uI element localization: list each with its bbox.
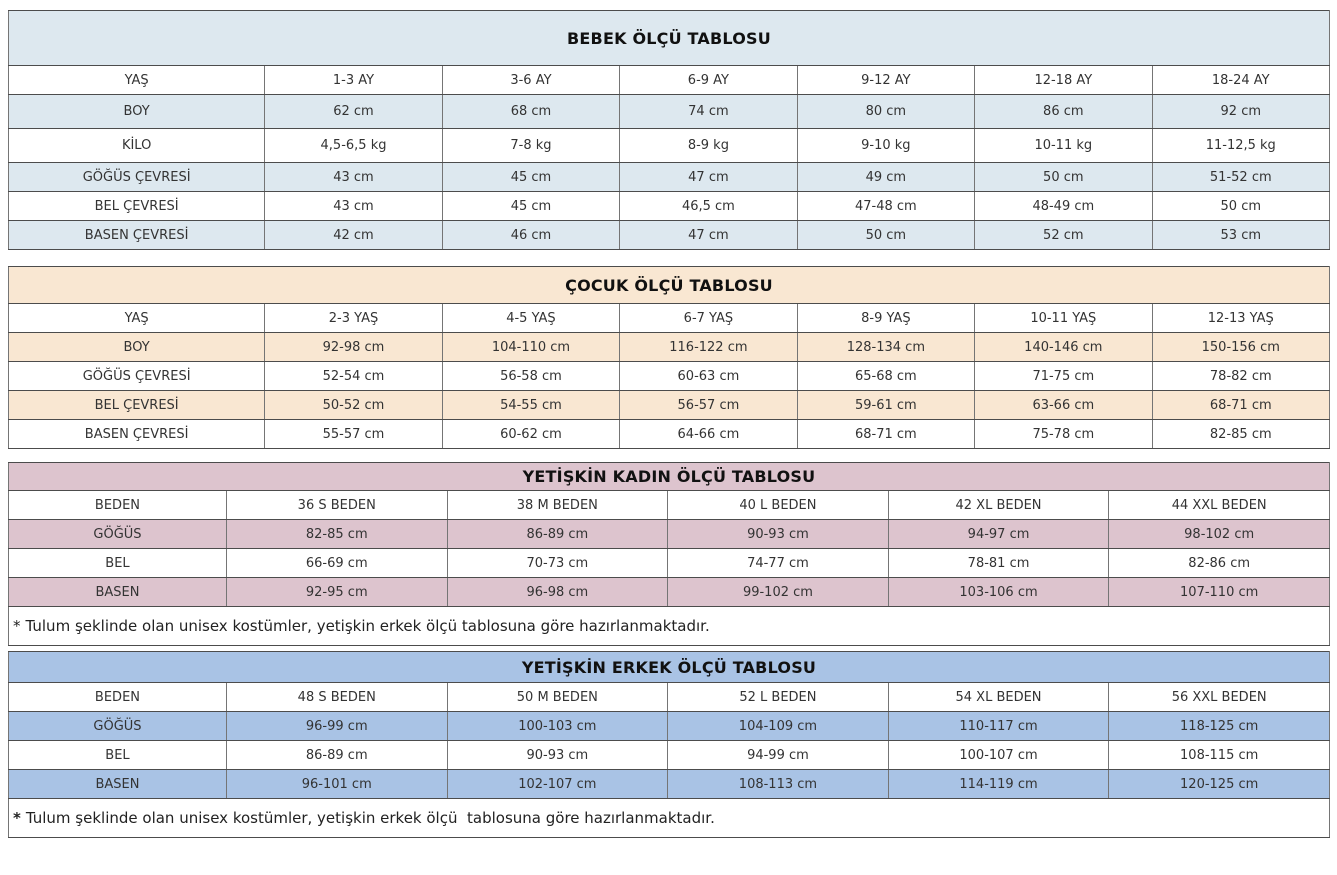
table-title: ÇOCUK ÖLÇÜ TABLOSU (9, 267, 1330, 304)
measure-label-cell: BEL ÇEVRESİ (9, 192, 265, 221)
value-cell: 12-13 YAŞ (1152, 304, 1329, 333)
value-cell: 44 XXL BEDEN (1109, 491, 1330, 520)
value-cell: 40 L BEDEN (668, 491, 889, 520)
value-cell: 108-115 cm (1109, 741, 1330, 770)
value-cell: 118-125 cm (1109, 712, 1330, 741)
value-cell: 59-61 cm (797, 391, 974, 420)
footnote-marker: * (13, 809, 21, 827)
table-row (9, 578, 1330, 607)
value-cell: 10-11 YAŞ (975, 304, 1152, 333)
value-cell: 52 L BEDEN (668, 683, 889, 712)
value-cell: 120-125 cm (1109, 770, 1330, 799)
value-cell: 50 cm (1152, 192, 1329, 221)
value-cell: 74 cm (620, 95, 797, 129)
value-cell: 140-146 cm (975, 333, 1152, 362)
value-cell: 18-24 AY (1152, 66, 1329, 95)
table-footnote (9, 799, 1330, 838)
value-cell: 86 cm (975, 95, 1152, 129)
size-tables-page (8, 10, 1330, 838)
value-cell: 47-48 cm (797, 192, 974, 221)
value-cell: 68-71 cm (797, 420, 974, 449)
measure-label-cell: BEL (9, 741, 227, 770)
value-cell: 78-81 cm (888, 549, 1109, 578)
value-cell: 48 S BEDEN (226, 683, 447, 712)
value-cell: 64-66 cm (620, 420, 797, 449)
value-cell: 68-71 cm (1152, 391, 1329, 420)
measure-label-cell: YAŞ (9, 66, 265, 95)
table-title: YETİŞKİN KADIN ÖLÇÜ TABLOSU (9, 463, 1330, 491)
value-cell: 99-102 cm (668, 578, 889, 607)
value-cell: 47 cm (620, 163, 797, 192)
value-cell: 3-6 AY (442, 66, 619, 95)
measure-label-cell: BEDEN (9, 491, 227, 520)
table-row (9, 712, 1330, 741)
value-cell: 45 cm (442, 163, 619, 192)
measure-label-cell: BASEN (9, 578, 227, 607)
value-cell: 56-58 cm (442, 362, 619, 391)
value-cell: 55-57 cm (265, 420, 442, 449)
table-row (9, 491, 1330, 520)
value-cell: 104-109 cm (668, 712, 889, 741)
table-row (9, 221, 1330, 250)
table-row (9, 95, 1330, 129)
value-cell: 75-78 cm (975, 420, 1152, 449)
value-cell: 82-85 cm (1152, 420, 1329, 449)
value-cell: 80 cm (797, 95, 974, 129)
value-cell: 52 cm (975, 221, 1152, 250)
table-title-row (9, 463, 1330, 491)
value-cell: 94-97 cm (888, 520, 1109, 549)
measure-label-cell: GÖĞÜS ÇEVRESİ (9, 362, 265, 391)
value-cell: 60-62 cm (442, 420, 619, 449)
value-cell: 45 cm (442, 192, 619, 221)
measure-label-cell: GÖĞÜS ÇEVRESİ (9, 163, 265, 192)
value-cell: 66-69 cm (226, 549, 447, 578)
value-cell: 4,5-6,5 kg (265, 129, 442, 163)
value-cell: 42 cm (265, 221, 442, 250)
value-cell: 10-11 kg (975, 129, 1152, 163)
value-cell: 8-9 kg (620, 129, 797, 163)
value-cell: 43 cm (265, 192, 442, 221)
footnote-text: Tulum şeklinde olan unisex kostümler, yetişkin erkek ölçü tablosuna göre hazırlanmaktadır. (25, 617, 710, 635)
value-cell: 6-9 AY (620, 66, 797, 95)
value-cell: 12-18 AY (975, 66, 1152, 95)
value-cell: 94-99 cm (668, 741, 889, 770)
value-cell: 43 cm (265, 163, 442, 192)
value-cell: 47 cm (620, 221, 797, 250)
value-cell: 104-110 cm (442, 333, 619, 362)
value-cell: 42 XL BEDEN (888, 491, 1109, 520)
value-cell: 60-63 cm (620, 362, 797, 391)
value-cell: 4-5 YAŞ (442, 304, 619, 333)
table-row (9, 192, 1330, 221)
value-cell: 90-93 cm (668, 520, 889, 549)
value-cell: 96-99 cm (226, 712, 447, 741)
table-row (9, 420, 1330, 449)
value-cell: 56 XXL BEDEN (1109, 683, 1330, 712)
value-cell: 150-156 cm (1152, 333, 1329, 362)
footnote-marker: * (13, 617, 21, 635)
value-cell: 71-75 cm (975, 362, 1152, 391)
footnote-row (9, 607, 1330, 646)
measure-label-cell: BOY (9, 95, 265, 129)
value-cell: 116-122 cm (620, 333, 797, 362)
table-row (9, 333, 1330, 362)
table-title-row (9, 652, 1330, 683)
measure-label-cell: BOY (9, 333, 265, 362)
value-cell: 82-85 cm (226, 520, 447, 549)
value-cell: 2-3 YAŞ (265, 304, 442, 333)
footnote-text: Tulum şeklinde olan unisex kostümler, yetişkin erkek ölçü tablosuna göre hazırlanmaktadır. (25, 809, 715, 827)
table-title: BEBEK ÖLÇÜ TABLOSU (9, 11, 1330, 66)
measure-label-cell: YAŞ (9, 304, 265, 333)
value-cell: 6-7 YAŞ (620, 304, 797, 333)
value-cell: 100-103 cm (447, 712, 668, 741)
table-footnote (9, 607, 1330, 646)
value-cell: 63-66 cm (975, 391, 1152, 420)
value-cell: 52-54 cm (265, 362, 442, 391)
value-cell: 90-93 cm (447, 741, 668, 770)
table-row (9, 770, 1330, 799)
table-row (9, 129, 1330, 163)
value-cell: 86-89 cm (226, 741, 447, 770)
measure-label-cell: GÖĞÜS (9, 712, 227, 741)
value-cell: 103-106 cm (888, 578, 1109, 607)
value-cell: 65-68 cm (797, 362, 974, 391)
value-cell: 114-119 cm (888, 770, 1109, 799)
value-cell: 38 M BEDEN (447, 491, 668, 520)
table-row (9, 683, 1330, 712)
value-cell: 110-117 cm (888, 712, 1109, 741)
value-cell: 1-3 AY (265, 66, 442, 95)
value-cell: 8-9 YAŞ (797, 304, 974, 333)
value-cell: 92-95 cm (226, 578, 447, 607)
value-cell: 50 M BEDEN (447, 683, 668, 712)
value-cell: 54 XL BEDEN (888, 683, 1109, 712)
value-cell: 48-49 cm (975, 192, 1152, 221)
value-cell: 7-8 kg (442, 129, 619, 163)
table-row (9, 520, 1330, 549)
value-cell: 100-107 cm (888, 741, 1109, 770)
value-cell: 98-102 cm (1109, 520, 1330, 549)
cocuk-olcu-tablosu (8, 266, 1330, 449)
value-cell: 92 cm (1152, 95, 1329, 129)
measure-label-cell: BASEN ÇEVRESİ (9, 221, 265, 250)
value-cell: 9-12 AY (797, 66, 974, 95)
table-row (9, 163, 1330, 192)
value-cell: 86-89 cm (447, 520, 668, 549)
measure-label-cell: BEL (9, 549, 227, 578)
value-cell: 51-52 cm (1152, 163, 1329, 192)
value-cell: 107-110 cm (1109, 578, 1330, 607)
measure-label-cell: BEDEN (9, 683, 227, 712)
measure-label-cell: BASEN ÇEVRESİ (9, 420, 265, 449)
bebek-olcu-tablosu (8, 10, 1330, 250)
table-title-row (9, 267, 1330, 304)
value-cell: 46 cm (442, 221, 619, 250)
table-row (9, 362, 1330, 391)
measure-label-cell: BASEN (9, 770, 227, 799)
value-cell: 82-86 cm (1109, 549, 1330, 578)
measure-label-cell: KİLO (9, 129, 265, 163)
value-cell: 36 S BEDEN (226, 491, 447, 520)
value-cell: 70-73 cm (447, 549, 668, 578)
value-cell: 11-12,5 kg (1152, 129, 1329, 163)
table-row (9, 304, 1330, 333)
value-cell: 49 cm (797, 163, 974, 192)
value-cell: 46,5 cm (620, 192, 797, 221)
value-cell: 78-82 cm (1152, 362, 1329, 391)
value-cell: 50-52 cm (265, 391, 442, 420)
value-cell: 108-113 cm (668, 770, 889, 799)
value-cell: 128-134 cm (797, 333, 974, 362)
yetiskin-kadin-olcu-tablosu (8, 462, 1330, 646)
value-cell: 53 cm (1152, 221, 1329, 250)
table-row (9, 549, 1330, 578)
measure-label-cell: BEL ÇEVRESİ (9, 391, 265, 420)
value-cell: 102-107 cm (447, 770, 668, 799)
table-row (9, 741, 1330, 770)
value-cell: 50 cm (797, 221, 974, 250)
value-cell: 96-98 cm (447, 578, 668, 607)
table-title-row (9, 11, 1330, 66)
footnote-row (9, 799, 1330, 838)
table-row (9, 66, 1330, 95)
value-cell: 96-101 cm (226, 770, 447, 799)
value-cell: 92-98 cm (265, 333, 442, 362)
value-cell: 74-77 cm (668, 549, 889, 578)
table-title: YETİŞKİN ERKEK ÖLÇÜ TABLOSU (9, 652, 1330, 683)
value-cell: 50 cm (975, 163, 1152, 192)
yetiskin-erkek-olcu-tablosu (8, 651, 1330, 838)
value-cell: 62 cm (265, 95, 442, 129)
value-cell: 9-10 kg (797, 129, 974, 163)
measure-label-cell: GÖĞÜS (9, 520, 227, 549)
value-cell: 68 cm (442, 95, 619, 129)
table-row (9, 391, 1330, 420)
value-cell: 54-55 cm (442, 391, 619, 420)
value-cell: 56-57 cm (620, 391, 797, 420)
